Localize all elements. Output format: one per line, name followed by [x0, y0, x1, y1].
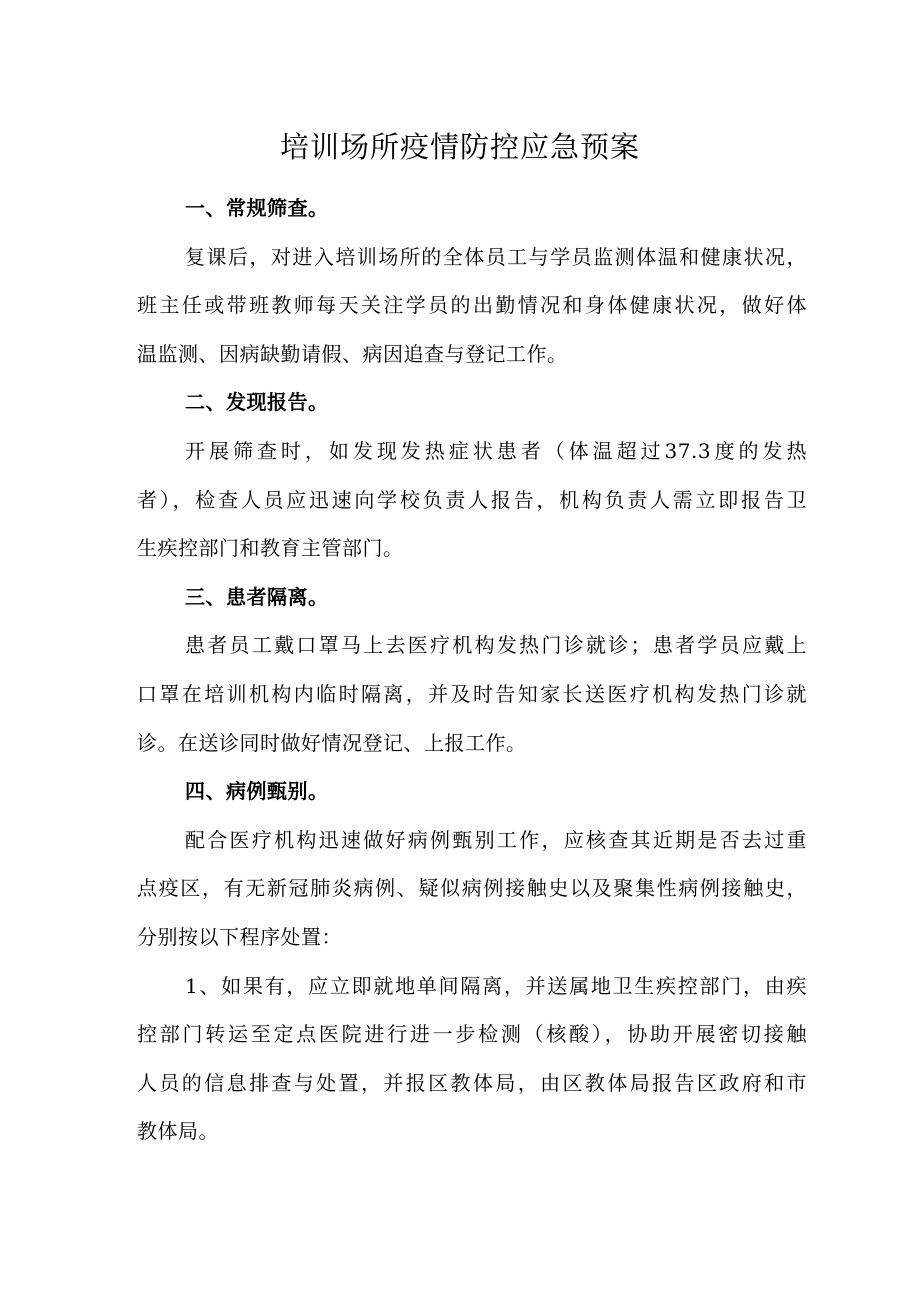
paragraph-line: 温监测、因病缺勤请假、病因追查与登记工作。 [137, 341, 568, 366]
paragraph-line: 点疫区，有无新冠肺炎病例、疑似病例接触史以及聚集性病例接触史， [137, 876, 807, 901]
document-body [137, 184, 807, 1156]
paragraph-line: 生疾控部门和教育主管部门。 [137, 536, 404, 561]
section-heading-screening: 一、常规筛查。 [185, 196, 329, 220]
section-heading-report: 二、发现报告。 [185, 390, 329, 415]
procedure-item-1 [137, 962, 807, 1156]
paragraph-line: 复课后，对进入培训场所的全体员工与学员监测体温和健康状况， [185, 244, 807, 269]
paragraph-line: 教体局。 [137, 1119, 219, 1144]
paragraph-line: 班主任或带班教师每天关注学员的出勤情况和身体健康状况，做好体 [137, 293, 807, 318]
paragraph-line: 开展筛查时，如发现发热症状患者（体温超过37.3度的发热 [185, 438, 807, 463]
section-heading-screening-cases: 四、病例甄别。 [185, 779, 329, 804]
paragraph-line: 1、如果有，应立即就地单间隔离，并送属地卫生疾控部门，由疾 [185, 973, 807, 998]
paragraph-line: 口罩在培训机构内临时隔离，并及时告知家长送医疗机构发热门诊就 [137, 681, 807, 706]
section-paragraph-report [137, 427, 807, 573]
section-paragraph-screening [137, 233, 807, 379]
section-heading-isolation: 三、患者隔离。 [185, 584, 329, 609]
paragraph-line: 配合医疗机构迅速做好病例甄别工作，应核查其近期是否去过重 [185, 827, 807, 852]
paragraph-line: 诊。在送诊同时做好情况登记、上报工作。 [137, 730, 527, 755]
section-paragraph-screening-cases [137, 816, 807, 962]
paragraph-line: 控部门转运至定点医院进行进一步检测（核酸），协助开展密切接触 [137, 1022, 807, 1047]
paragraph-line: 人员的信息排查与处置，并报区教体局，由区教体局报告区政府和市 [137, 1070, 807, 1095]
paragraph-line: 分别按以下程序处置： [137, 924, 342, 949]
document-title: 培训场所疫情防控应急预案 [279, 130, 640, 164]
paragraph-line: 者），检查人员应迅速向学校负责人报告，机构负责人需立即报告卫 [137, 487, 807, 512]
paragraph-line: 患者员工戴口罩马上去医疗机构发热门诊就诊；患者学员应戴上 [185, 633, 807, 658]
section-paragraph-isolation [137, 621, 807, 767]
